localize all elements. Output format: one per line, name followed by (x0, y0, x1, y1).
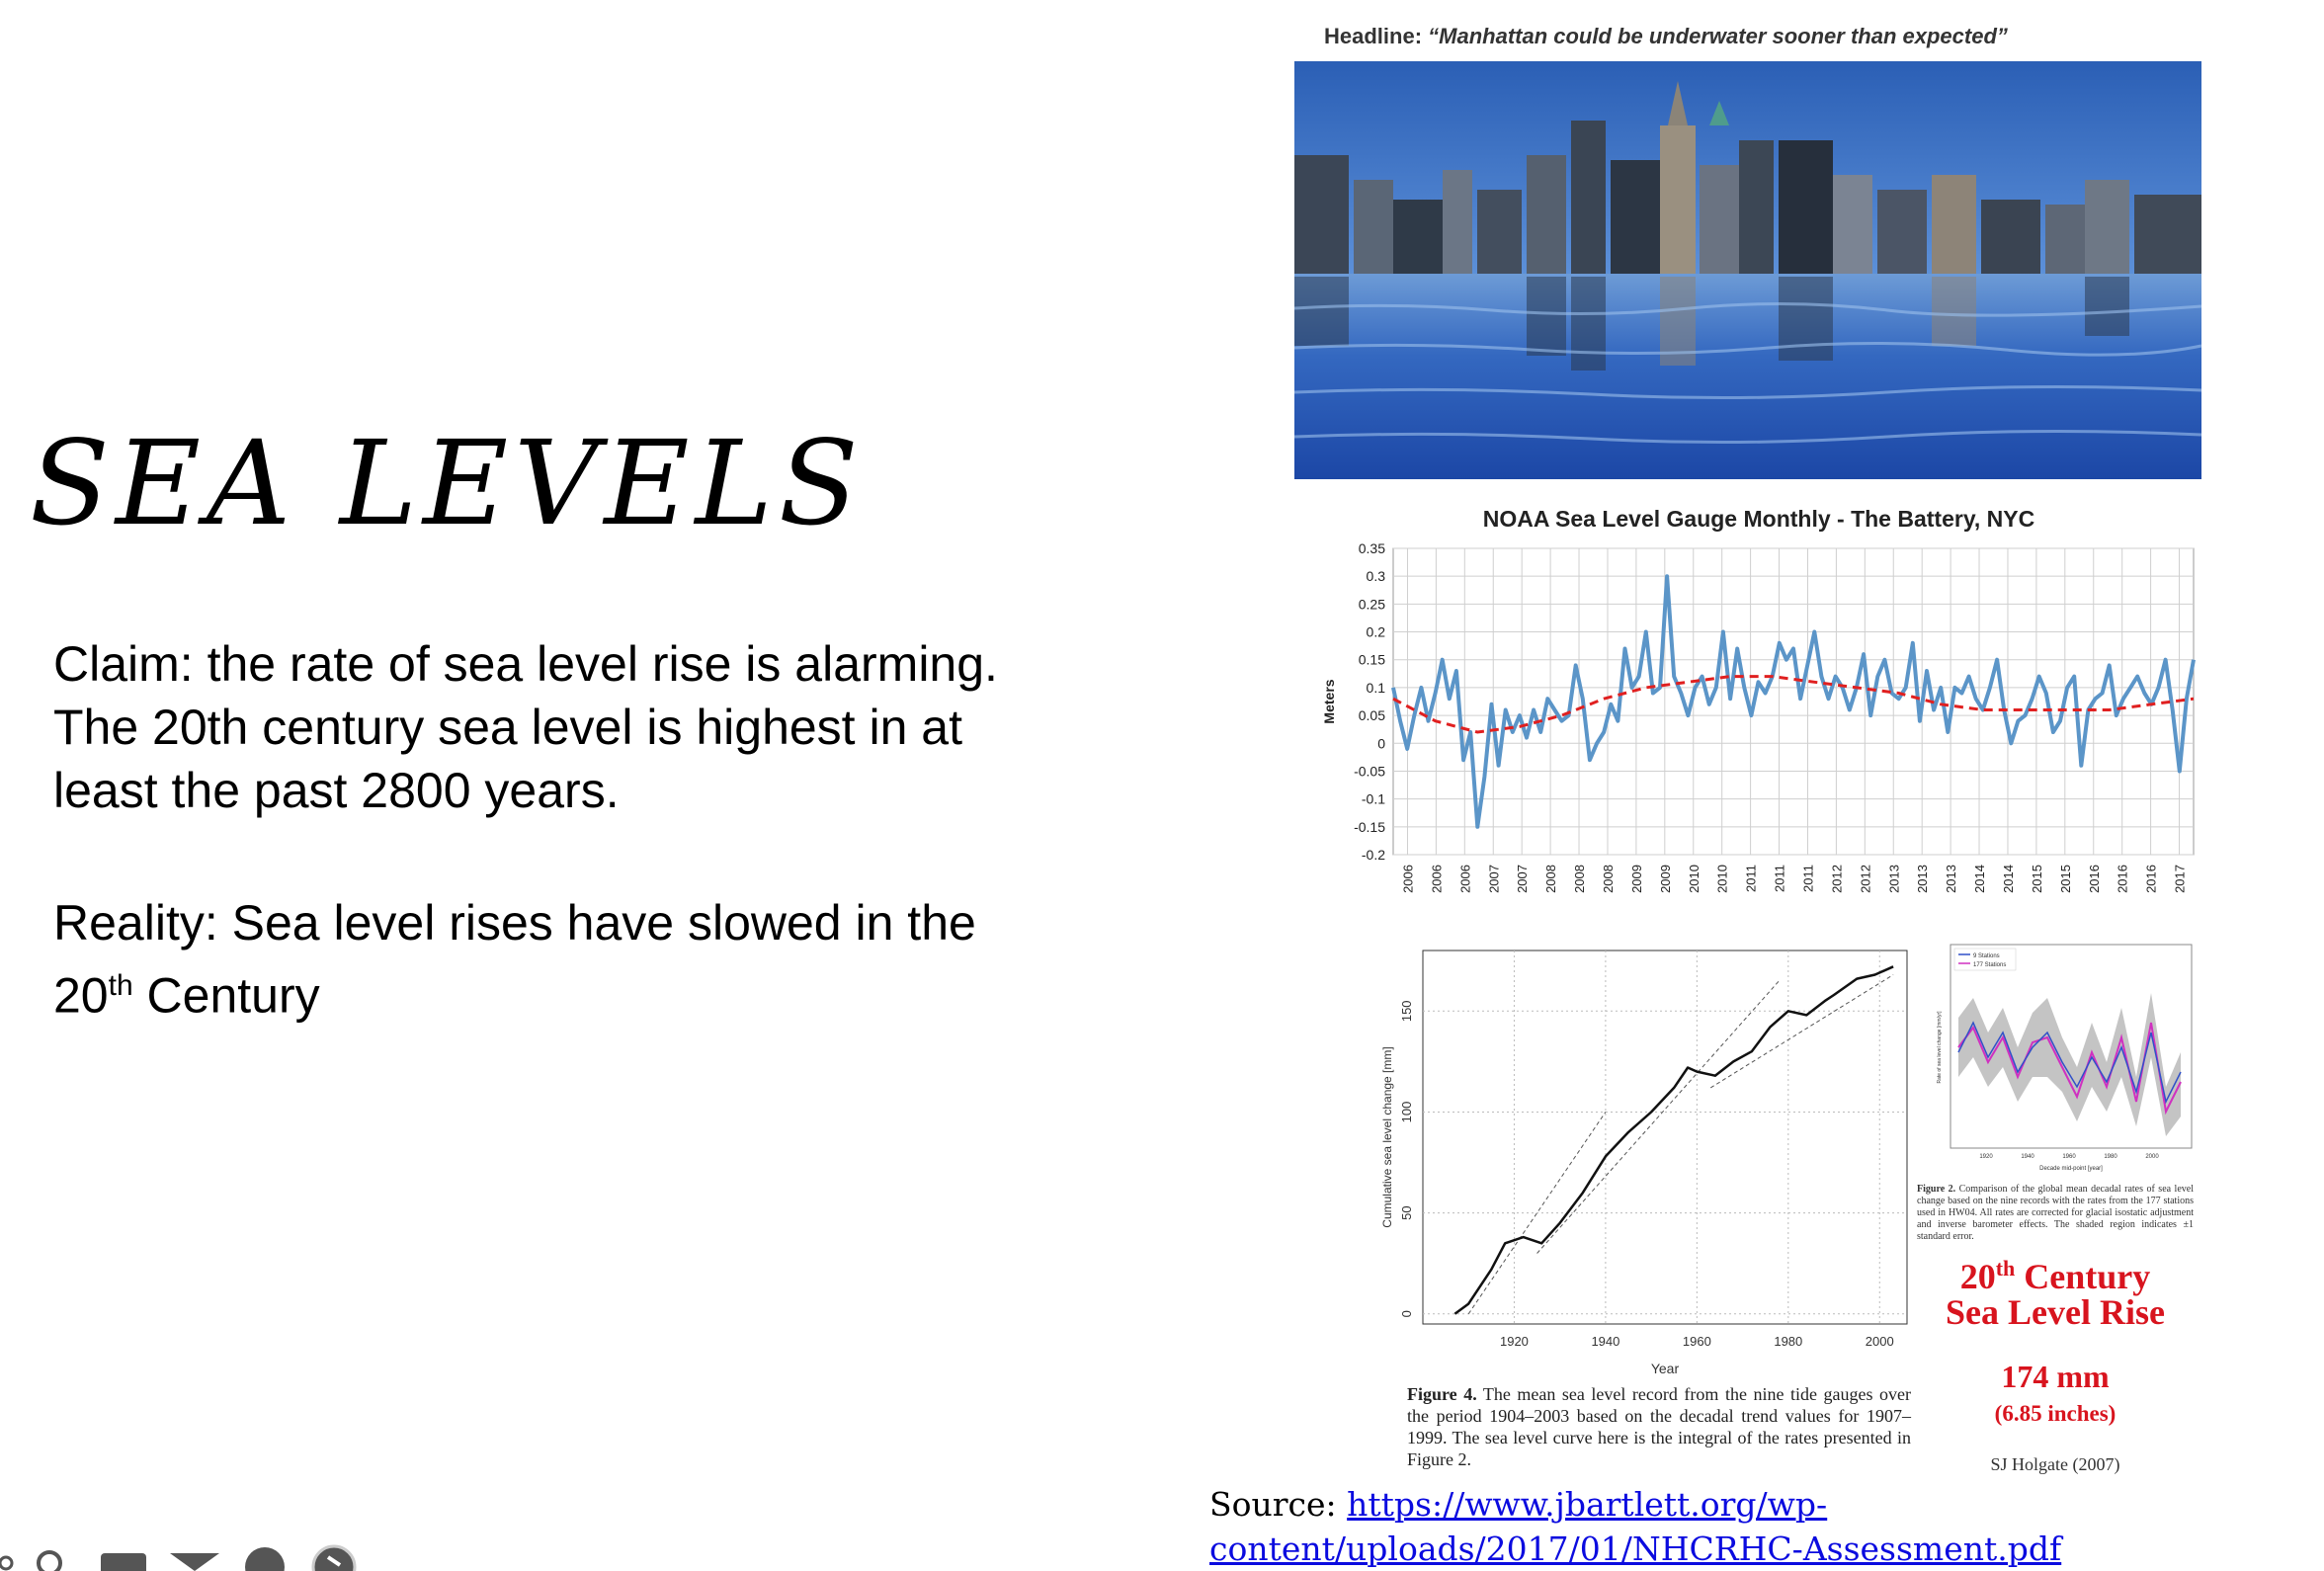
noaa-xtick-label: 2006 (1400, 865, 1416, 893)
figure2-caption (1917, 1184, 2194, 1243)
noaa-xtick-label: 2007 (1486, 865, 1502, 893)
inset-xlabel: Decade mid-point [year] (2039, 1166, 2103, 1172)
reality-prefix: Reality: Sea level rises have slowed in the 20 (53, 895, 976, 1024)
noaa-ytick-label: 0.25 (1358, 596, 1385, 613)
inset-xtick-1980: 1980 (2104, 1154, 2117, 1160)
noaa-xtick-label: 2012 (1829, 865, 1845, 893)
callout-mm: 174 mm (2001, 1359, 2110, 1394)
holgate-credit: SJ Holgate (2007) (1990, 1454, 2120, 1474)
noaa-xtick-label: 2014 (2000, 865, 2016, 893)
holgate-xtick-label: 1940 (1591, 1334, 1620, 1349)
noaa-xtick-label: 2006 (1457, 865, 1473, 893)
holgate-ytick-label: 50 (1399, 1205, 1414, 1220)
inset-xtick-1940: 1940 (2021, 1154, 2034, 1160)
inset-xtick-1960: 1960 (2062, 1154, 2076, 1160)
noaa-xtick-label: 2016 (2115, 865, 2130, 893)
headline-quote: “Manhattan could be underwater sooner than expected” (1428, 24, 2008, 48)
callout-inches: (6.85 inches) (1994, 1401, 2116, 1426)
settings-icon[interactable] (0, 1557, 12, 1569)
noaa-xtick-label: 2013 (1944, 865, 1959, 893)
noaa-ytick-label: 0.15 (1358, 651, 1385, 668)
presentation-toolbar (0, 1541, 375, 1565)
noaa-xtick-label: 2011 (1772, 865, 1787, 892)
callout-century-word: Century (2015, 1257, 2151, 1296)
noaa-xtick-label: 2015 (2057, 865, 2073, 893)
holgate-xtick-label: 1920 (1499, 1334, 1529, 1349)
callout-century-num: 20 (1959, 1257, 1996, 1296)
noaa-chart (1294, 538, 2203, 904)
holgate-ytick-label: 0 (1399, 1310, 1414, 1318)
headline (1324, 24, 2008, 49)
source-link[interactable]: https://www.jbartlett.org/wp-content/uploads/2017/01/NHCRHC-Assessment.pdf (1209, 1485, 2062, 1568)
headline-label: Headline: (1324, 24, 1429, 48)
next-slide-icon[interactable] (313, 1546, 355, 1571)
noaa-ytick-label: 0.3 (1366, 568, 1385, 585)
noaa-ytick-label: 0.05 (1358, 707, 1385, 724)
figure4-text: The mean sea level record from the nine tide gauges over the period 1904–2003 based on the decadal trend values for 1907–1999. The sea level curve here is the integral of the rates presented in Figure 2. (1407, 1384, 1911, 1469)
inset-xtick-1920: 1920 (1979, 1154, 1993, 1160)
holgate-ytick-label: 150 (1399, 1000, 1414, 1023)
noaa-xtick-label: 2008 (1572, 865, 1588, 893)
noaa-ytick-label: -0.05 (1354, 763, 1385, 780)
captions-icon[interactable] (101, 1553, 146, 1571)
noaa-xtick-label: 2008 (1600, 865, 1616, 893)
noaa-xtick-label: 2013 (1915, 865, 1931, 893)
inset-legend-177: 177 Stations (1973, 962, 2007, 968)
inset-legend (1954, 949, 2016, 970)
figure2-text: Comparison of the global mean decadal rates of sea level change based on the nine records with the rates from the 177 stations used in HW04. All rates are corrected for glacial isostatic adjustment and inverse barometer effects. The shaded region indicates ±1 standard error. (1917, 1184, 2194, 1242)
noaa-plot-area (1393, 548, 2194, 855)
noaa-xtick-label: 2016 (2143, 865, 2159, 893)
holgate-cumulative-chart (1380, 939, 1917, 1378)
noaa-xtick-label: 2008 (1543, 865, 1559, 893)
noaa-ytick-label: 0 (1377, 735, 1385, 752)
holgate-ylabel: Cumulative sea level change [mm] (1380, 1046, 1394, 1228)
noaa-ytick-label: 0.35 (1358, 540, 1385, 556)
holgate-xtick-label: 2000 (1865, 1334, 1894, 1349)
source-label: Source: (1209, 1485, 1348, 1524)
reality-text (53, 891, 1002, 1028)
callout-century-sup: th (1995, 1256, 2016, 1281)
noaa-xtick-label: 2015 (2029, 865, 2044, 893)
noaa-ytick-label: -0.2 (1361, 847, 1385, 863)
slide-title: SEA LEVELS (30, 415, 865, 551)
inset-ylabel: Rate of sea level change [mm/yr] (1937, 1011, 1943, 1084)
reality-sup: th (108, 969, 133, 1002)
noaa-xtick-label: 2009 (1628, 865, 1644, 893)
holgate-xtick-label: 1960 (1682, 1334, 1711, 1349)
noaa-xtick-label: 2009 (1657, 865, 1673, 893)
noaa-xtick-label: 2016 (2086, 865, 2102, 893)
figure2-label: Figure 2. (1917, 1184, 1956, 1195)
inset-legend-9: 9 Stations (1973, 953, 2000, 959)
holgate-xlabel: Year (1650, 1361, 1680, 1376)
source-citation (1209, 1482, 2296, 1571)
noaa-xtick-label: 2007 (1515, 865, 1531, 893)
reality-suffix: Century (132, 967, 320, 1024)
figure4-caption (1407, 1383, 1911, 1470)
noaa-ytick-label: -0.15 (1354, 818, 1385, 835)
claim-text: Claim: the rate of sea level rise is alarming. The 20th century sea level is highest in at least the past 2800 years. (53, 636, 998, 818)
holgate-rates-inset-chart (1929, 939, 2198, 1186)
noaa-xtick-label: 2011 (1743, 865, 1759, 892)
callout-sea-level-rise: Sea Level Rise (1946, 1292, 2165, 1332)
search-icon[interactable] (39, 1552, 60, 1571)
noaa-chart-title: NOAA Sea Level Gauge Monthly - The Battery, NYC (1482, 506, 2035, 532)
figure4-label: Figure 4. (1407, 1384, 1477, 1404)
noaa-xtick-label: 2006 (1429, 865, 1445, 893)
noaa-xtick-label: 2010 (1714, 865, 1730, 893)
pen-icon[interactable] (170, 1553, 219, 1571)
noaa-xtick-label: 2013 (1886, 865, 1902, 893)
noaa-ytick-label: -0.1 (1361, 790, 1385, 807)
noaa-xtick-label: 2012 (1858, 865, 1873, 893)
noaa-ytick-label: 0.1 (1366, 679, 1385, 696)
flooded-manhattan-image (1294, 61, 2201, 479)
holgate-ytick-label: 100 (1399, 1101, 1414, 1123)
more-options-icon[interactable] (245, 1547, 285, 1571)
noaa-xtick-label: 2017 (2172, 865, 2188, 893)
holgate-plot-area (1423, 951, 1907, 1324)
noaa-xtick-label: 2011 (1800, 865, 1816, 892)
noaa-ytick-label: 0.2 (1366, 623, 1385, 640)
noaa-ylabel: Meters (1321, 679, 1337, 724)
noaa-xtick-label: 2014 (1972, 865, 1988, 893)
noaa-xtick-label: 2010 (1686, 865, 1702, 893)
holgate-xtick-label: 1980 (1774, 1334, 1803, 1349)
inset-xtick-2000: 2000 (2145, 1154, 2159, 1160)
